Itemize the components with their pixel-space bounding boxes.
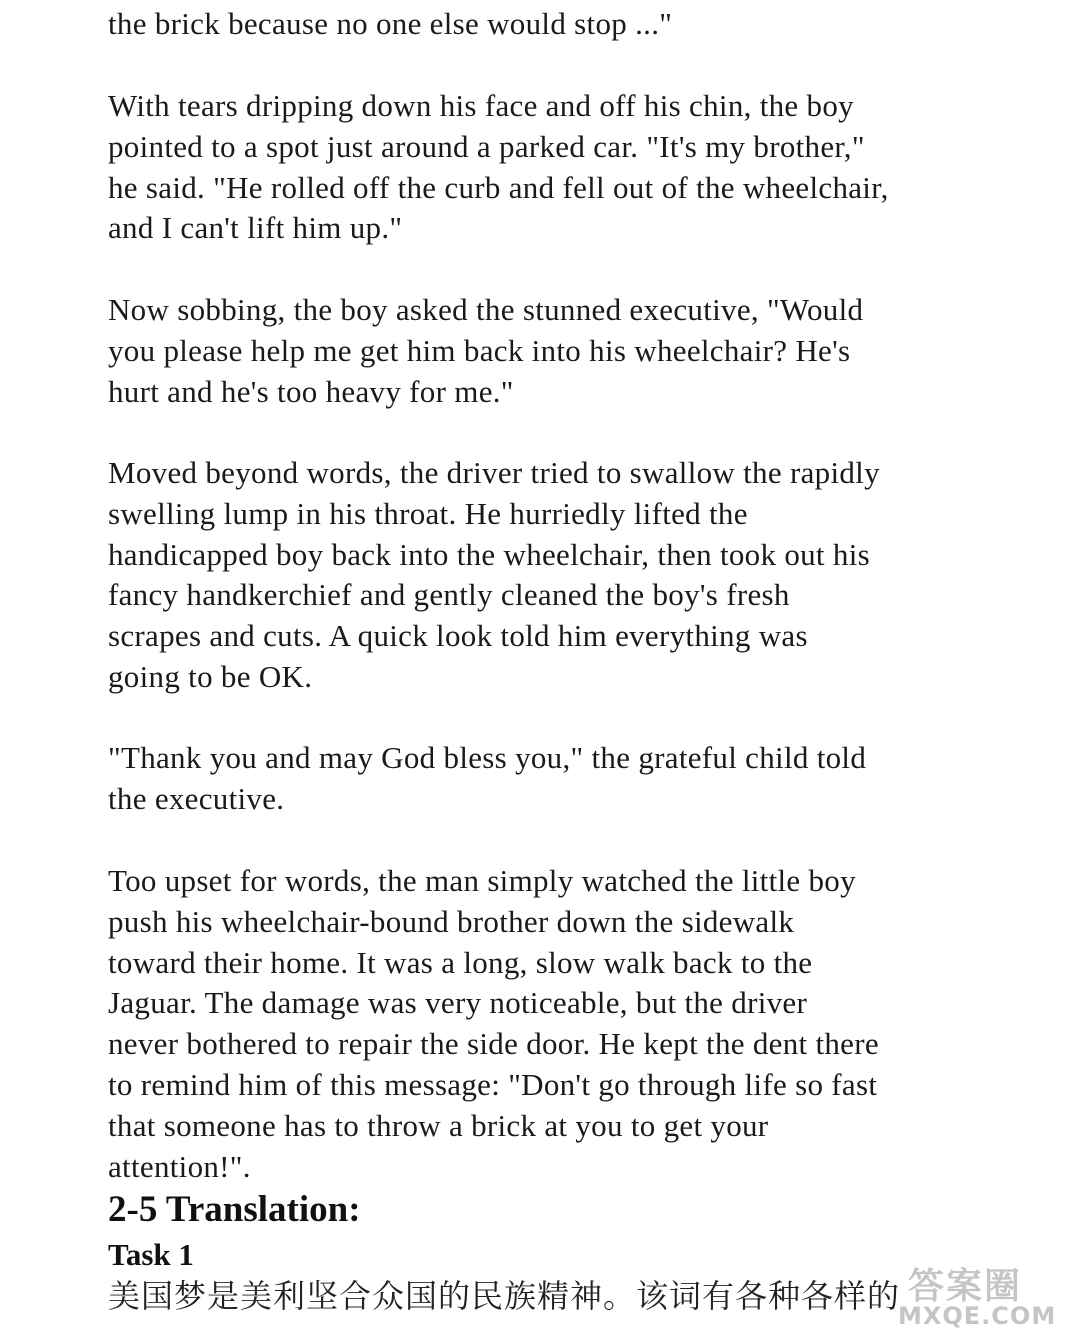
text-line: "Thank you and may God bless you," the grateful child told — [108, 740, 867, 775]
text-line: he said. "He rolled off the curb and fell out of the wheelchair, — [108, 169, 889, 205]
chinese-text-line: 美国梦是美利坚合众国的民族精神。该词有各种各样的 — [108, 1277, 901, 1315]
text-line: scrapes and cuts. A quick look told him everything was — [108, 618, 808, 654]
text-line: to remind him of this message: "Don't go through life so fast — [108, 1066, 878, 1102]
paragraph-5 — [108, 738, 1008, 820]
text-line: push his wheelchair-bound brother down the sidewalk — [108, 903, 795, 939]
paragraph-6 — [108, 861, 1008, 1187]
watermark-bottom-text: MXQE.COM — [898, 1302, 1057, 1330]
text-line: fancy handkerchief and gently cleaned the boy's fresh — [108, 577, 790, 613]
text-line: pointed to a spot just around a parked car. "It's my brother," — [108, 128, 865, 164]
section-heading: 2-5 Translation: — [108, 1189, 361, 1230]
watermark-logo — [898, 1258, 1068, 1332]
text-line: that someone has to throw a brick at you to get your — [108, 1107, 769, 1143]
paragraph-4 — [108, 453, 1008, 698]
text-line: never bothered to repair the side door. He kept the dent there — [108, 1026, 879, 1062]
text-line: Now sobbing, the boy asked the stunned executive, "Would — [108, 292, 864, 327]
text-line: Moved beyond words, the driver tried to swallow the rapidly — [108, 455, 880, 490]
text-line: you please help me get him back into his wheelchair? He's — [108, 332, 851, 368]
text-line: handicapped boy back into the wheelchair, then took out his — [108, 536, 870, 572]
text-line: swelling lump in his throat. He hurriedly lifted the — [108, 495, 748, 531]
text-line: and I can't lift him up." — [108, 210, 403, 246]
text-line: attention!". — [108, 1148, 251, 1184]
text-line: With tears dripping down his face and off his chin, the boy — [108, 88, 854, 123]
text-line: the executive. — [108, 780, 285, 816]
task-heading: Task 1 — [108, 1237, 194, 1272]
text-line: Too upset for words, the man simply watched the little boy — [108, 863, 856, 898]
watermark-top-text: 答案圈 — [908, 1266, 1023, 1307]
text-line: Jaguar. The damage was very noticeable, but the driver — [108, 985, 808, 1021]
text-line: toward their home. It was a long, slow walk back to the — [108, 944, 813, 980]
paragraph-2 — [108, 86, 1008, 249]
text-line: hurt and he's too heavy for me." — [108, 373, 514, 409]
paragraph-3 — [108, 290, 1008, 412]
paragraph-1 — [108, 4, 1008, 45]
text-line: the brick because no one else would stop ..." — [108, 6, 673, 41]
text-line: going to be OK. — [108, 658, 313, 694]
